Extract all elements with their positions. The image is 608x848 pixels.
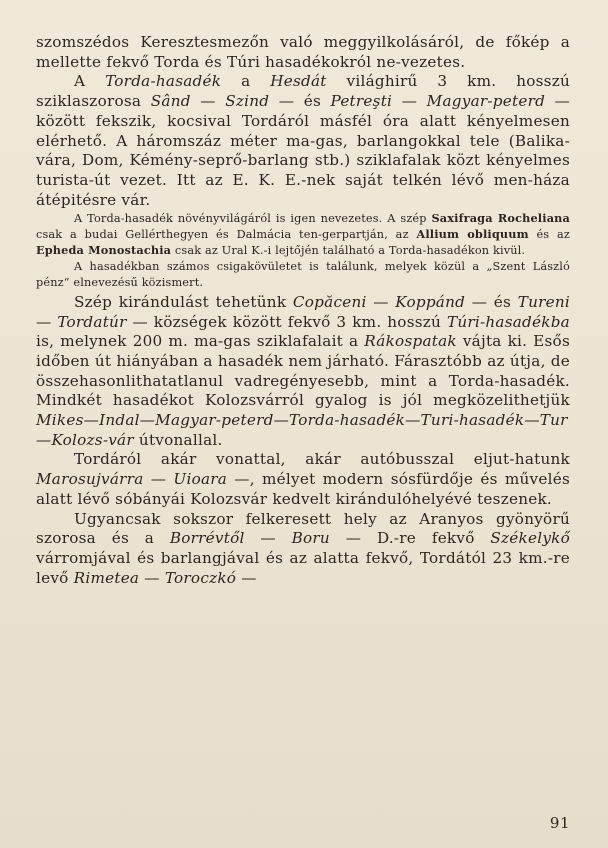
route-name: Mikes—Indal—Magyar-peterd—Torda-hasadék—Turi-hasadék—Tur—Kolozs-vár — [36, 411, 568, 449]
place-name: Tordatúr — [57, 312, 127, 331]
text-run: A — [74, 72, 106, 91]
small-paragraph-flora — [36, 211, 570, 259]
place-name: Sând — [150, 92, 191, 111]
text-run: — D.-re fekvő — [329, 529, 491, 548]
place-name: Marosujvárra — [36, 470, 144, 489]
text-run: várromjával és barlangjával és az alatta fekvő, Tordától 23 km.-re levő — [36, 549, 570, 587]
paragraph-marosujvar — [36, 450, 570, 509]
place-name: Székelykő — [490, 529, 571, 548]
text-run: A Torda-hasadék növényvilágáról is igen nevezetes. A szép — [74, 212, 432, 226]
paragraph-aranyos — [36, 510, 570, 589]
place-name: Túri-hasadékba — [446, 312, 570, 331]
plant-name: Saxifraga Rocheliana — [431, 211, 570, 226]
page-number: 91 — [549, 814, 570, 832]
text-run: — — [236, 568, 257, 587]
text-run: — — [143, 470, 174, 489]
text-run: a — [221, 72, 271, 91]
place-name: Tureni — [517, 292, 571, 311]
text-run: — — [36, 312, 58, 331]
place-name: Rimetea — [73, 568, 140, 587]
place-name: Szind — [225, 92, 270, 111]
text-line: főkép a mellette fekvő Torda és Túri hasadékokról ne- — [36, 33, 571, 71]
place-name: Copăceni — [292, 292, 367, 311]
text-run: is, melynek 200 m. ma-gas sziklafalait a — [36, 332, 365, 351]
place-name: Petreşti — [330, 92, 393, 111]
text-run: —, mélyet modern sósfürdője és művelés alatt lévő sóbányái Kolozsvár kedvelt kirándulóhelyévé teszenek. — [36, 470, 571, 508]
paragraph-intro — [36, 33, 570, 72]
text-run: világhirű 3 km. hosszú sziklaszorosa — [36, 72, 571, 111]
place-name: Rákospatak — [364, 332, 457, 351]
text-run: és az — [528, 228, 570, 242]
text-run: csak a budai Gellérthegyen és Dalmácia ten-gerpartján, az — [36, 228, 417, 242]
text-run: Szép kirándulást tehetünk — [74, 292, 293, 311]
place-name: Magyar-peterd — [426, 92, 546, 111]
paragraph-torda-hasadek — [36, 72, 570, 210]
place-name: Hesdát — [270, 72, 327, 91]
text-run: — — [244, 529, 292, 548]
text-run: csak az Ural K.-i lejtőjén található a Torda-hasadékon kivül. — [171, 244, 526, 258]
text-run: Tordáról akár vonattal, akár autóbusszal eljut-hatunk — [74, 450, 570, 469]
plant-name: Epheda Monostachia — [36, 243, 172, 258]
text-run: vájta ki. Esős időben út hiányában a hasadék nem járható. Fárasztóbb az útja, de összehasonlithatatlanul vadregényesebb, mint a Torda-hasadék. Mindkét hasadékot Kolozsvárról gyalog is jól megközelithetjük — [36, 332, 570, 410]
place-name: Toroczkó — [164, 568, 237, 587]
place-name: Borrévtől — [169, 529, 245, 548]
place-name: Torda-hasadék — [105, 72, 222, 91]
text-run: — — [139, 568, 165, 587]
text-line: vezetes. — [401, 52, 466, 71]
place-name: Koppánd — [395, 292, 466, 311]
plant-name: Allium obliquum — [416, 227, 529, 242]
text-run: Ugyancsak sokszor felkeresett hely az Aranyos gyönyörű szorosa és a — [36, 509, 570, 548]
text-line: szomszédos Keresztesmezőn való meggyilkolásáról, de — [36, 33, 495, 51]
place-name: Uioara — [173, 470, 228, 489]
small-paragraph-fossils: A hasadékban számos csigakövületet is találunk, melyek közül a „Szent László pénz“ elnevezésű közismert. — [36, 260, 570, 289]
text-run: — községek között fekvő 3 km. hosszú — [126, 312, 447, 331]
botany-note — [36, 211, 570, 291]
text-run: — és — [269, 92, 331, 111]
text-run: — között fekszik, kocsival Tordáról másfél óra alatt kényelmesen elérhető. A háromszáz méter ma-gas, barlangokkal tele (Balika-vára, Dom, Kémény-seprő-barlang stb.) sziklafalak közt kényelmes turista-út vezet. Itt az E. K. E.-nek saját telkén lévő men-háza átépitésre vár. — [36, 92, 571, 209]
paragraph-turi-hasadek — [36, 293, 570, 451]
text-run: útvonallal. — [133, 430, 223, 449]
text-run: — — [366, 292, 396, 311]
text-run: — — [190, 92, 226, 111]
text-run: — és — [465, 292, 518, 311]
place-name: Boru — [291, 529, 330, 548]
text-run: — — [392, 92, 427, 111]
